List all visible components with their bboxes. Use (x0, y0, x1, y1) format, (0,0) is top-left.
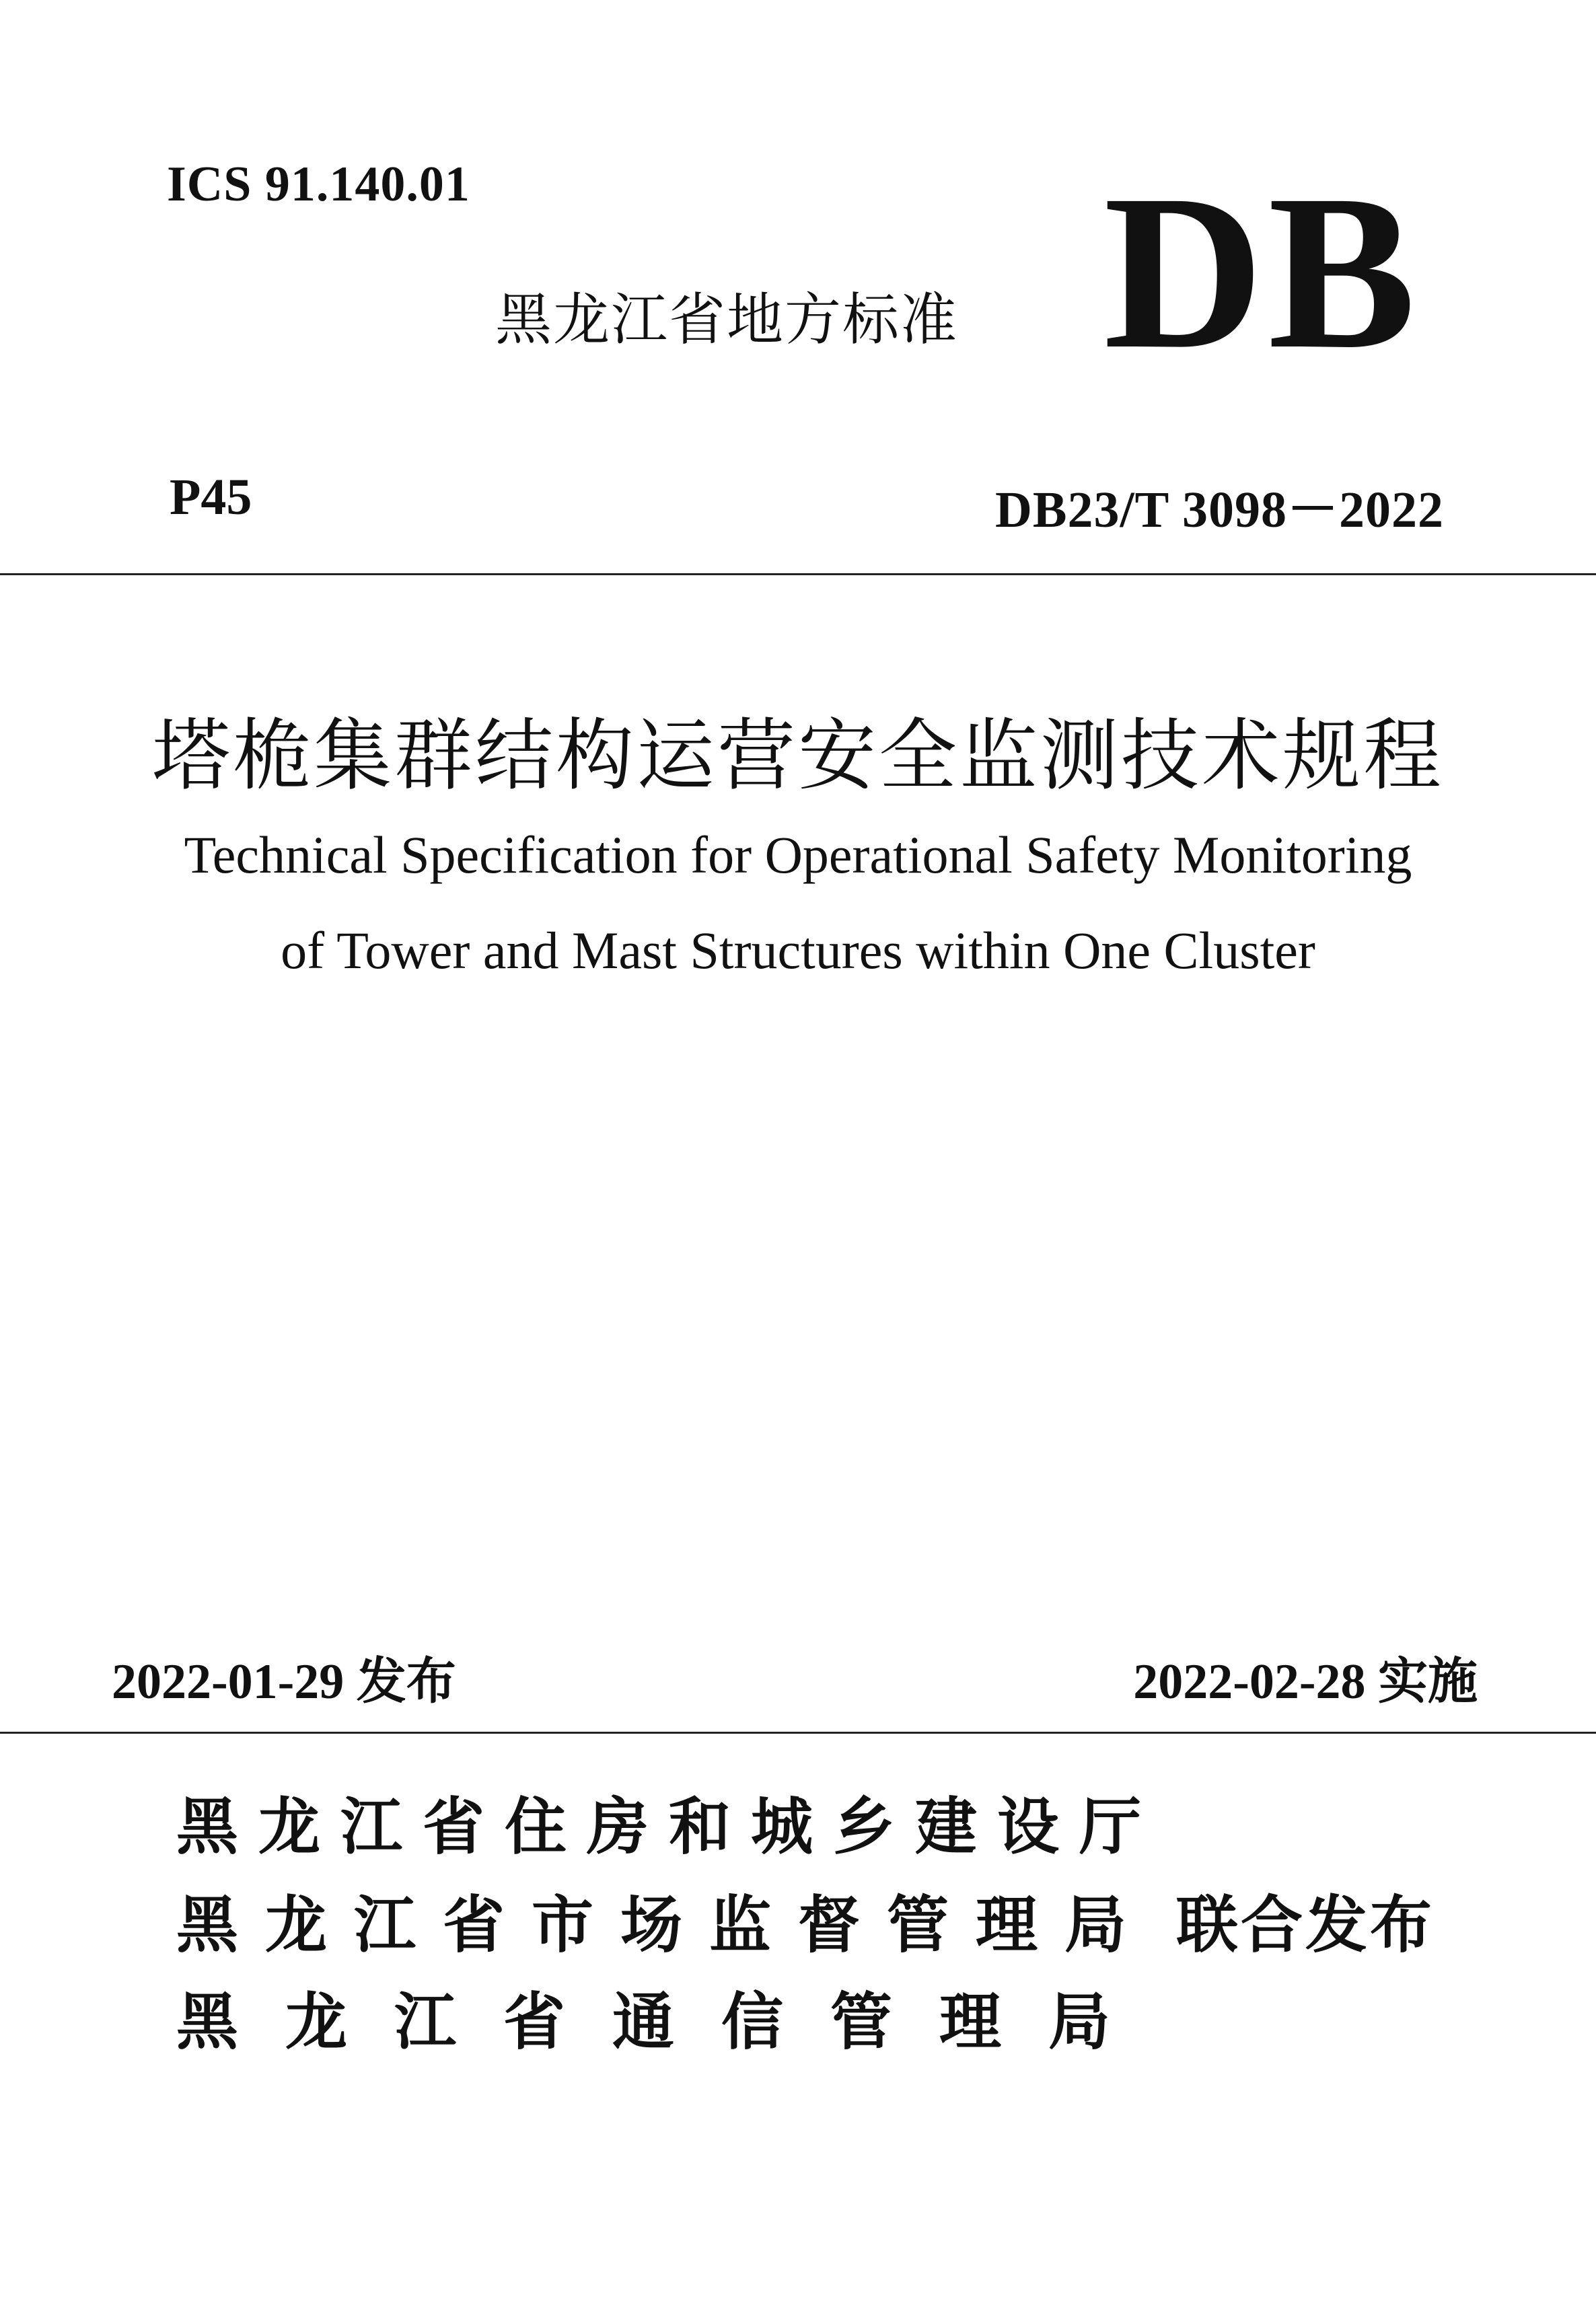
implement-label: 实施 (1378, 1652, 1478, 1710)
ics-code: ICS 91.140.01 (167, 157, 470, 212)
issue-label: 发布 (356, 1652, 456, 1710)
issue-date: 2022-01-29 (112, 1654, 344, 1710)
implement-date-block (1133, 1642, 1478, 1713)
implement-date: 2022-02-28 (1133, 1654, 1366, 1710)
top-divider (0, 573, 1596, 575)
issuer-housing-dept: 黑龙江省住房和城乡建设厅 (176, 1791, 1162, 1863)
ccs-code: P45 (170, 469, 252, 525)
joint-release-label: 联合发布 (1176, 1889, 1435, 1961)
title-english-line2: of Tower and Mast Structures within One Cluster (281, 921, 1315, 980)
issuer-market-bureau: 黑龙江省市场监督管理局 (176, 1889, 1154, 1961)
standard-number: DB23/T 3098－2022 (994, 482, 1444, 538)
bottom-divider (0, 1732, 1596, 1734)
db-mark: DB (1103, 149, 1420, 395)
issuer-communications-bureau: 黑龙江省通信管理局 (176, 1986, 1158, 2058)
issue-date-block (112, 1642, 456, 1713)
title-chinese: 塔桅集群结构运营安全监测技术规程 (152, 710, 1444, 801)
standard-type: 黑龙江省地方标准 (495, 287, 959, 353)
title-english-line1: Technical Specification for Operational Safety Monitoring (184, 825, 1412, 884)
